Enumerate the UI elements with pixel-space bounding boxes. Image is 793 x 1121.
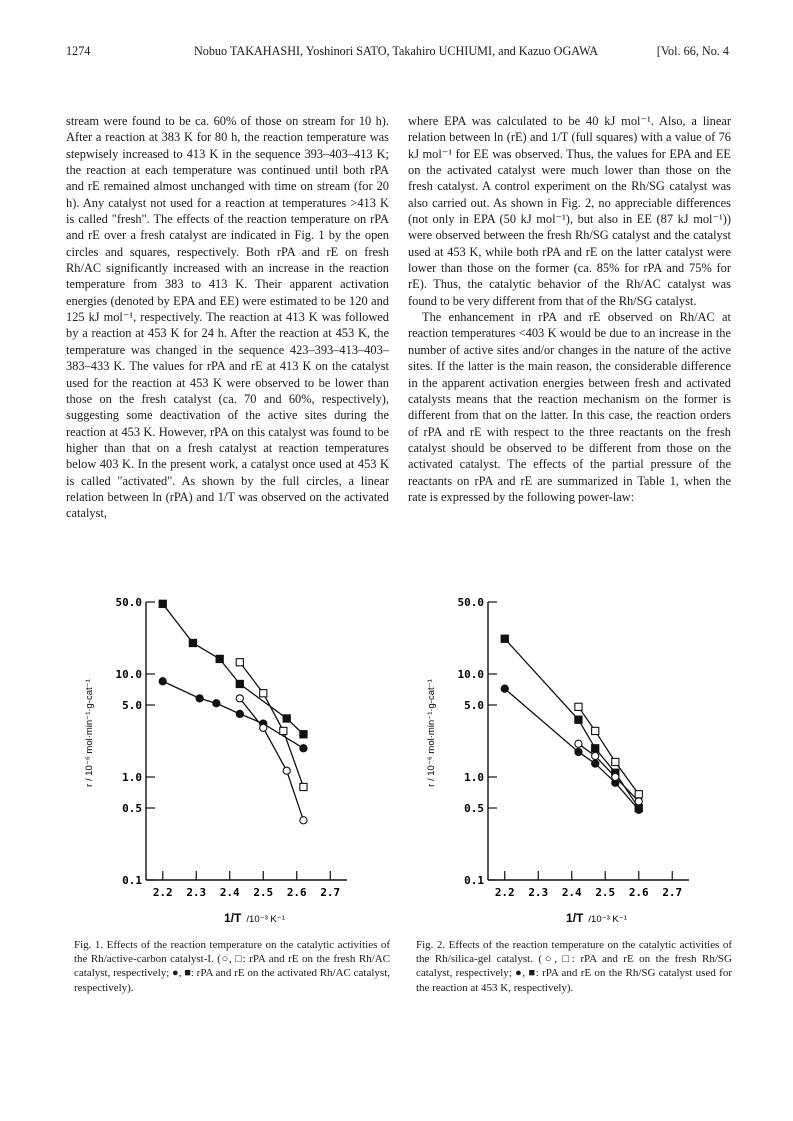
y-tick-label: 10.0 xyxy=(115,667,142,681)
x-tick-label: 2.2 xyxy=(494,886,515,899)
filled-square-point xyxy=(575,716,582,723)
filled-square-point xyxy=(283,715,290,722)
open-circle-point xyxy=(635,798,642,805)
figure-2-caption: Fig. 2. Effects of the reaction temperature on the catalytic activities of the Rh/silica-gel catalyst. (○, □: rPA and rE on the fresh Rh/SG catalyst, respectively; ●, ■: rPA and rE on the Rh/SG catalyst used for the reaction at 453 K, respectively). xyxy=(416,939,732,994)
x-tick-label: 2.5 xyxy=(595,886,616,899)
figure-2-plot xyxy=(414,596,724,936)
filled-circle-point xyxy=(159,678,166,685)
filled-circle-point xyxy=(236,710,243,717)
y-axis-label: r / 10⁻⁶ mol·min⁻¹·g-cat⁻¹ xyxy=(426,679,437,787)
filled-circle-point xyxy=(300,745,307,752)
open-square-point xyxy=(280,727,287,734)
y-tick-label: 10.0 xyxy=(457,667,484,681)
filled-square-point xyxy=(159,600,166,607)
figure-1 xyxy=(72,596,382,936)
y-tick-label: 0.1 xyxy=(464,874,484,887)
filled-square-point xyxy=(592,745,599,752)
filled-circle-point xyxy=(501,685,508,692)
open-circle-point xyxy=(612,773,619,780)
x-tick-label: 2.4 xyxy=(219,886,240,899)
filled-circle-point xyxy=(575,748,582,755)
series-line xyxy=(163,604,304,734)
figure-2 xyxy=(414,596,724,936)
y-tick-label: 0.5 xyxy=(122,802,142,816)
x-axis-label: 1/T /10⁻³ K⁻¹ xyxy=(566,911,627,925)
open-circle-point xyxy=(592,752,599,759)
y-tick-label: 5.0 xyxy=(122,699,142,713)
x-axis-label: 1/T /10⁻³ K⁻¹ xyxy=(224,911,285,925)
filled-circle-point xyxy=(592,760,599,767)
y-tick-label: 1.0 xyxy=(122,770,142,784)
filled-square-point xyxy=(300,731,307,738)
volume-label: [Vol. 66, No. 4 xyxy=(656,44,729,58)
filled-square-point xyxy=(189,639,196,646)
x-tick-label: 2.6 xyxy=(286,886,307,899)
open-square-point xyxy=(612,758,619,765)
y-tick-label: 1.0 xyxy=(464,770,484,784)
x-tick-label: 2.3 xyxy=(528,886,549,899)
x-tick-label: 2.4 xyxy=(561,886,582,899)
x-tick-label: 2.7 xyxy=(662,886,683,899)
y-tick-label: 0.5 xyxy=(464,802,484,816)
open-circle-point xyxy=(283,767,290,774)
y-tick-label: 0.1 xyxy=(122,874,142,887)
figure-1-plot xyxy=(72,596,382,936)
x-tick-label: 2.2 xyxy=(152,886,173,899)
body-paragraph: stream were found to be ca. 60% of those on stream for 10 h). After a reaction at 383 K for 80 h, the reaction temperature was stepwisely increased to 413 K in the sequence 393–403–413 K; the reaction at each temperature was continued until both rPA and rE remained almost unchanged with time on stream (for 20 h). Any catalyst not used for a reaction at temperatures >413 K is called "fresh". The effects of the reaction temperature on rPA and rE over a fresh catalyst are indicated in Fig. 1 by the open circles and squares, respectively. Both rPA and rE on fresh Rh/AC significantly increased with an increase in the reaction temperature from 383 to 413 K. Their apparent activation energies (denoted by EPA and EE) were estimated to be 120 and 125 kJ mol⁻¹, respectively. The reaction at 413 K was followed by a reaction at 453 K for 24 h. After the reaction at 453 K, the temperature was changed in the sequence 423–393–413–403–383–433 K. The values for rPA and rE at 413 K on the catalyst used for the reaction at 453 K were observed to be lower than those on the fresh catalyst (ca. 70 and 60%, respectively), suggesting some deactivation of the active sites during the reaction at 453 K. However, rPA on this catalyst was found to be higher than that on a fresh catalyst at reaction temperatures below 403 K. In the present work, a catalyst once used at 453 K is called "activated". As shown by the full circles, a linear relation between ln (rPA) and 1/T was observed on the activated catalyst, xyxy=(66,114,389,521)
page-number: 1274 xyxy=(66,44,91,58)
open-circle-point xyxy=(300,817,307,824)
filled-circle-point xyxy=(213,700,220,707)
y-tick-label: 50.0 xyxy=(457,596,484,609)
filled-circle-point xyxy=(635,806,642,813)
x-tick-label: 2.7 xyxy=(320,886,341,899)
y-axis-label: r / 10⁻⁶ mol·min⁻¹·g-cat⁻¹ xyxy=(84,679,95,787)
y-tick-label: 50.0 xyxy=(115,596,142,609)
figure-1-caption: Fig. 1. Effects of the reaction temperature on the catalytic activities of the Rh/active-carbon catalyst-I. (○, □: rPA and rE on the fresh Rh/AC catalyst, respectively; ●, ■: rPA and rE on the activated Rh/AC catalyst, respectively). xyxy=(74,939,390,994)
x-tick-label: 2.6 xyxy=(628,886,649,899)
open-circle-point xyxy=(575,740,582,747)
filled-square-point xyxy=(236,680,243,687)
y-tick-label: 5.0 xyxy=(464,699,484,713)
right-column xyxy=(408,113,731,505)
x-tick-label: 2.5 xyxy=(253,886,274,899)
filled-square-point xyxy=(501,635,508,642)
open-square-point xyxy=(575,703,582,710)
open-circle-point xyxy=(236,695,243,702)
body-paragraph: where EPA was calculated to be 40 kJ mol⁻¹. Also, a linear relation between ln (rE) and 1/T (full squares) with a value of 76 kJ mol⁻¹ for EE was observed. Thus, the values for EPA and EE on the activated catalyst were much lower than those on the fresh catalyst. A control experiment on the Rh/SG catalyst was also carried out. As shown in Fig. 2, no appreciable differences (not only in EPA (50 kJ mol⁻¹), but also in EE (87 kJ mol⁻¹)) were observed between the fresh Rh/SG catalyst and the catalyst used at 453 K, while both rPA and rE on the latter catalyst were lower than those on the former (ca. 85% for rPA and 75% for rE). Thus, the catalytic behavior of the Rh/AC catalyst was found to be very different from that of the Rh/SG catalyst. xyxy=(408,114,731,308)
open-square-point xyxy=(592,727,599,734)
open-square-point xyxy=(236,659,243,666)
filled-circle-point xyxy=(196,695,203,702)
body-paragraph: The enhancement in rPA and rE observed on Rh/AC at reaction temperatures <403 K would be due to an increase in the number of active sites and/or changes in the nature of the active sites. If the latter is the main reason, the considerable difference in the apparent activation energies between fresh and activated catalysts means that the reaction mechanism on the former is different from that on the latter. In this case, the reaction orders of rPA and rE with respect to the three reactants on the fresh catalyst should be observed to be different from those on the activated catalyst. The effects of the partial pressure of the reactants on rPA and rE are summarized in Table 1, when the rate is expressed by the following power-law: xyxy=(408,310,731,504)
open-circle-point xyxy=(260,724,267,731)
running-authors: Nobuo TAKAHASHI, Yoshinori SATO, Takahiro UCHIUMI, and Kazuo OGAWA xyxy=(193,44,599,58)
filled-square-point xyxy=(216,655,223,662)
open-square-point xyxy=(300,783,307,790)
series-line xyxy=(505,689,639,810)
open-square-point xyxy=(635,791,642,798)
left-column xyxy=(66,113,389,522)
open-square-point xyxy=(260,690,267,697)
x-tick-label: 2.3 xyxy=(186,886,207,899)
